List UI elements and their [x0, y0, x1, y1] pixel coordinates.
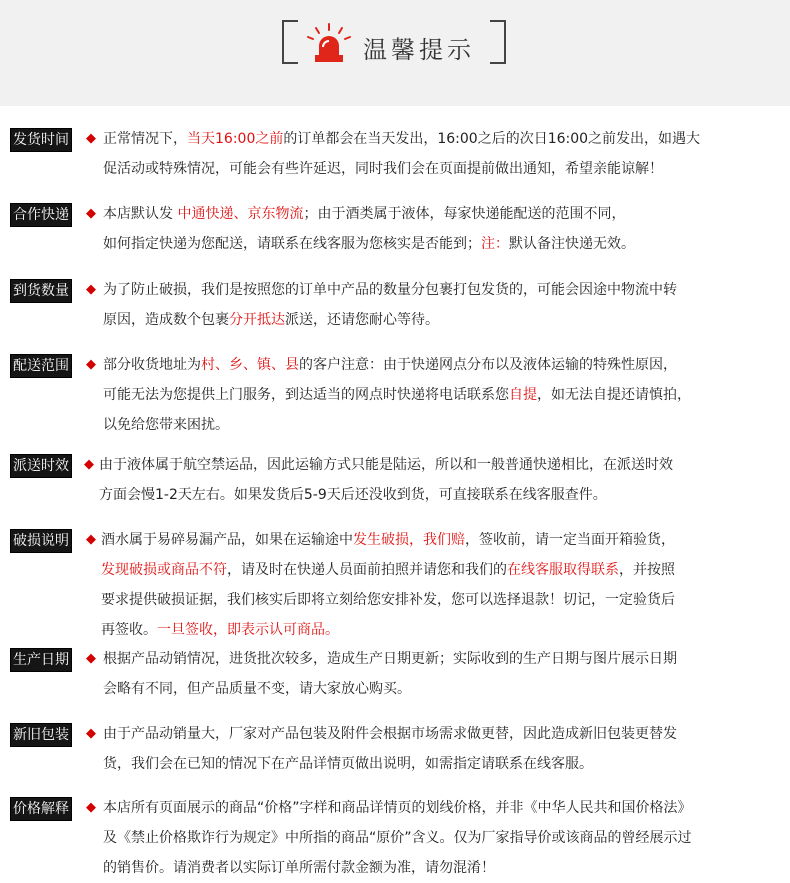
body-text: 的销售价。请消费者以实际订单所需付款金额为准，请勿混淆！	[103, 860, 495, 876]
body-text: ，并按照	[619, 562, 675, 578]
body-text: 的客户注意：由于快递网点分布以及液体运输的特殊性原因，	[299, 357, 677, 373]
body-line	[103, 749, 785, 779]
body-text: ，请及时在快递人员面前拍照并请您和我们的	[227, 562, 507, 578]
body-text: 部分收货地址为	[103, 357, 201, 373]
body-text: 由于液体属于航空禁运品，因此运输方式只能是陆运，所以和一般普通快递相比，在派送时效	[99, 457, 673, 473]
body-line	[103, 229, 785, 259]
diamond-bullet-icon: ◆	[86, 532, 96, 547]
body-line	[103, 410, 785, 440]
body-text: ；由于酒类属于液体，每家快递能配送的范围不同，	[303, 206, 626, 222]
body-text: 再签收。	[101, 622, 157, 638]
body-line	[101, 525, 785, 555]
body-line	[103, 199, 785, 229]
highlight-text: 发现破损或商品不符	[101, 562, 227, 578]
body-text: 如何指定快递为您配送，请联系在线客服为您核实是否能到；	[103, 236, 481, 252]
body-text: 本店所有页面展示的商品“价格”字样和商品详情页的划线价格，并非《中华人民共和国价格法》	[103, 800, 692, 816]
body-line	[103, 674, 785, 704]
diamond-bullet-icon: ◆	[86, 651, 96, 666]
section-label: 价格解释	[10, 797, 72, 821]
body-line	[101, 555, 785, 585]
body-line	[103, 154, 785, 184]
body-text: 可能无法为您提供上门服务，到达适当的网点时快递将电话联系您	[103, 387, 509, 403]
body-line	[101, 585, 785, 615]
body-line	[103, 719, 785, 749]
diamond-bullet-icon: ◆	[86, 206, 96, 221]
section-label: 发货时间	[10, 128, 72, 152]
section-body	[103, 275, 785, 335]
body-line	[101, 615, 785, 645]
highlight-text: 村、乡、镇、县	[201, 357, 299, 373]
body-line	[103, 305, 785, 335]
body-line	[99, 480, 785, 510]
section-label: 派送时效	[10, 454, 72, 478]
body-text: 由于产品动销量大，厂家对产品包装及附件会根据市场需求做更替，因此造成新旧包装更替发	[103, 726, 677, 742]
body-text: 派送，还请您耐心等待。	[285, 312, 439, 328]
body-text: 默认备注快递无效。	[509, 236, 635, 252]
body-line	[103, 380, 785, 410]
section-body	[103, 199, 785, 259]
diamond-bullet-icon: ◆	[86, 726, 96, 741]
highlight-text: 自提	[509, 387, 537, 403]
section-body	[99, 450, 785, 510]
section-label: 新旧包装	[10, 723, 72, 747]
section-body	[103, 350, 785, 440]
diamond-bullet-icon: ◆	[86, 282, 96, 297]
body-text: 酒水属于易碎易漏产品，如果在运输途中	[101, 532, 353, 548]
body-text: 为了防止破损，我们是按照您的订单中产品的数量分包裹打包发货的，可能会因途中物流中转	[103, 282, 677, 298]
body-text: 根据产品动销情况，进货批次较多，造成生产日期更新；实际收到的生产日期与图片展示日期	[103, 651, 677, 667]
body-text: 原因，造成数个包裹	[103, 312, 229, 328]
body-line	[103, 275, 785, 305]
body-text: ，如无法自提还请慎拍，	[537, 387, 691, 403]
section-label: 配送范围	[10, 354, 72, 378]
body-text: 正常情况下，	[103, 131, 187, 147]
diamond-bullet-icon: ◆	[86, 131, 96, 146]
section-body	[103, 644, 785, 704]
highlight-text: 分开抵达	[229, 312, 285, 328]
highlight-text: 在线客服取得联系	[507, 562, 619, 578]
diamond-bullet-icon: ◆	[86, 357, 96, 372]
body-text: 本店默认发	[103, 206, 178, 222]
body-line	[103, 823, 785, 853]
page-title: 温馨提示	[363, 36, 475, 64]
highlight-text: 一旦签收，即表示认可商品。	[157, 622, 339, 638]
body-text: ，签收前，请一定当面开箱验货，	[465, 532, 675, 548]
body-text: 以免给您带来困扰。	[103, 417, 229, 433]
section-body	[101, 525, 785, 645]
highlight-text: 注：	[481, 236, 509, 252]
section-body	[103, 793, 785, 883]
body-line	[103, 124, 785, 154]
body-line	[103, 793, 785, 823]
header-banner	[0, 0, 790, 106]
section-label: 破损说明	[10, 529, 72, 553]
body-line	[103, 350, 785, 380]
section-label: 合作快递	[10, 203, 72, 227]
body-text: 方面会慢1-2天左右。如果发货后5-9天后还没收到货，可直接联系在线客服查件。	[99, 487, 607, 503]
body-text: 要求提供破损证据，我们核实后即将立刻给您安排补发，您可以选择退款！切记，一定验货后	[101, 592, 675, 608]
body-text: 货，我们会在已知的情况下在产品详情页做出说明，如需指定请联系在线客服。	[103, 756, 593, 772]
highlight-text: 中通快递、京东物流	[177, 206, 304, 222]
highlight-text: 当天16:00之前	[187, 131, 284, 147]
left-bracket-decoration	[282, 20, 298, 64]
body-text: 的订单都会在当天发出，16:00之后的次日16:00之前发出，如遇大	[283, 131, 701, 147]
body-line	[103, 644, 785, 674]
body-line	[103, 853, 785, 883]
highlight-text: 发生破损，我们赔	[353, 532, 465, 548]
section-label: 生产日期	[10, 648, 72, 672]
section-label: 到货数量	[10, 279, 72, 303]
body-text: 会略有不同，但产品质量不变，请大家放心购买。	[103, 681, 411, 697]
right-bracket-decoration	[490, 20, 506, 64]
section-body	[103, 719, 785, 779]
diamond-bullet-icon: ◆	[84, 457, 94, 472]
body-text: 促活动或特殊情况，可能会有些许延迟，同时我们会在页面提前做出通知，希望亲能谅解！	[103, 161, 663, 177]
body-line	[99, 450, 785, 480]
body-text: 及《禁止价格欺诈行为规定》中所指的商品“原价”含义。仅为厂家指导价或该商品的曾经展示过	[103, 830, 692, 846]
section-body	[103, 124, 785, 184]
diamond-bullet-icon: ◆	[86, 800, 96, 815]
alarm-light-icon	[302, 22, 356, 66]
